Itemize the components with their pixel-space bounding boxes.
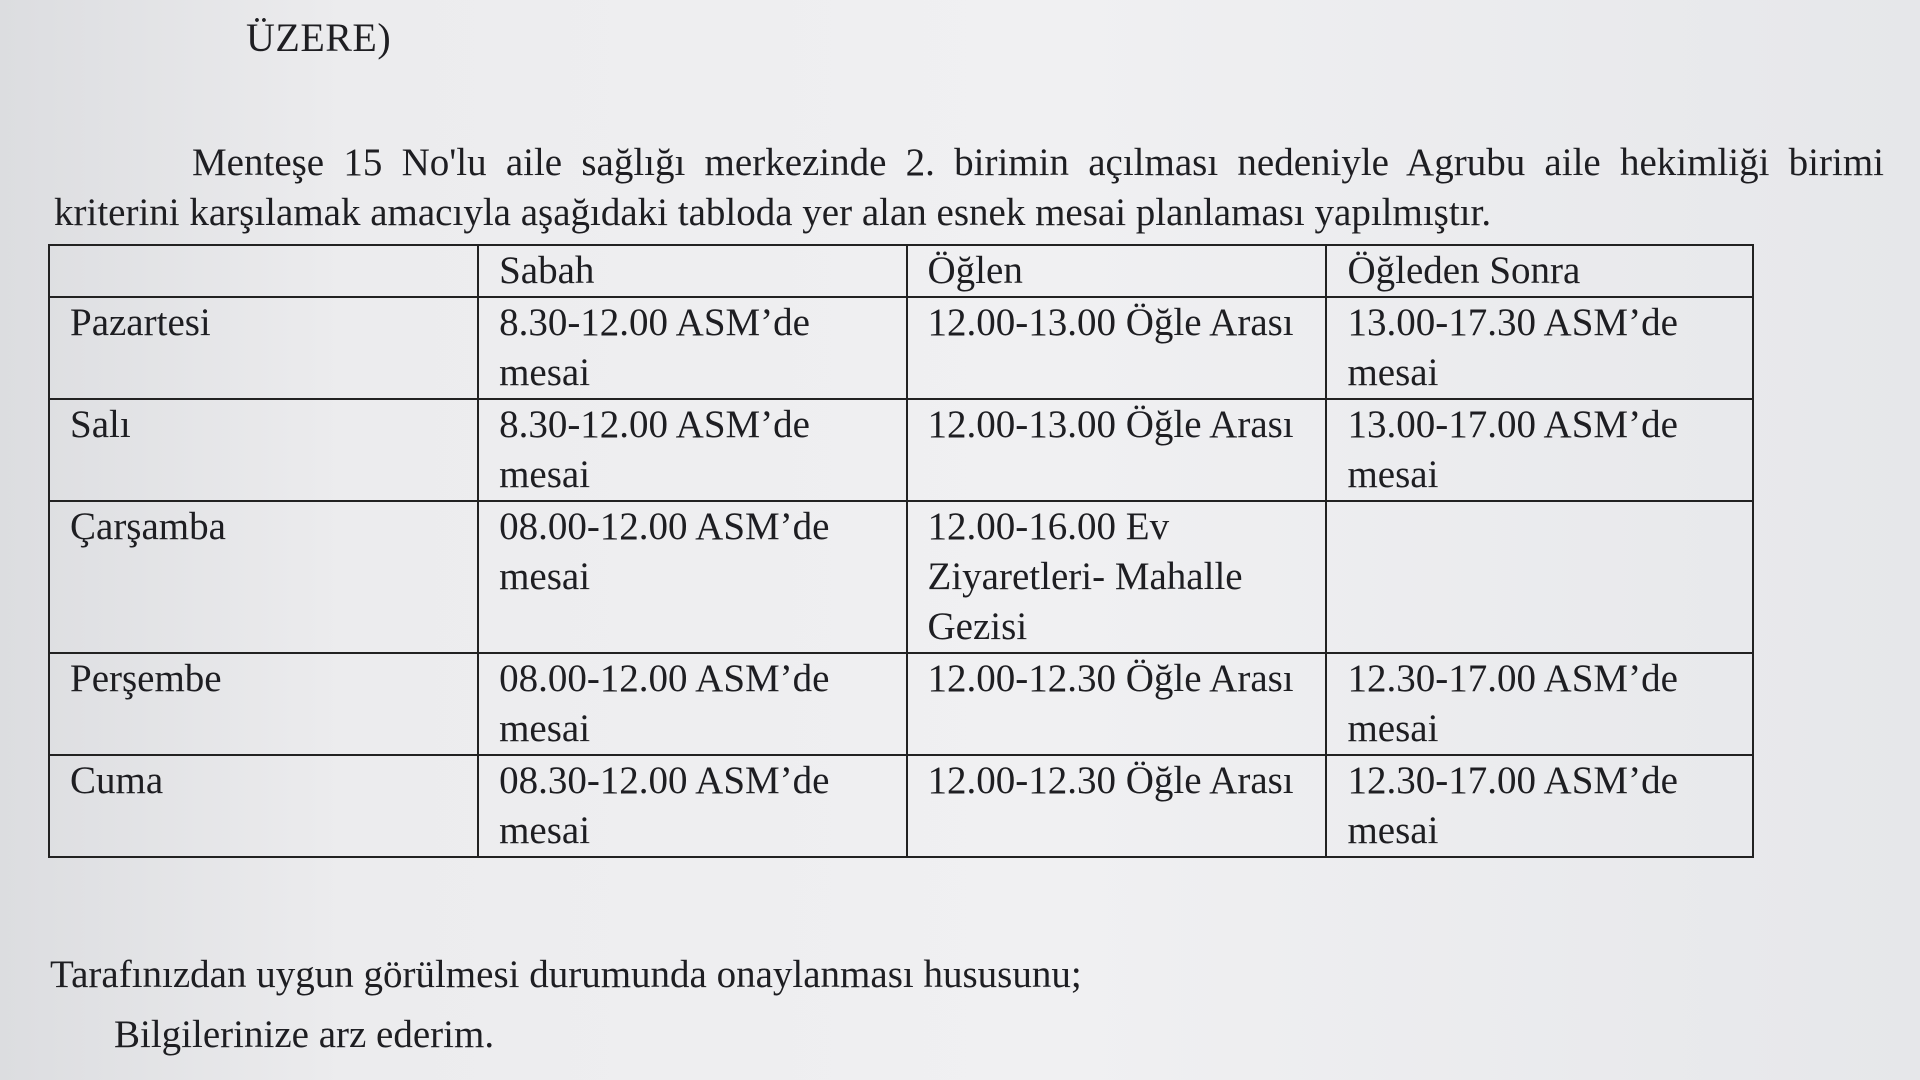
morning-cell: 8.30-12.00 ASM’de mesai	[478, 297, 906, 399]
heading-fragment: ÜZERE)	[246, 15, 392, 60]
closing-regards-line: Bilgilerinize arz ederim.	[114, 1013, 495, 1056]
header-cell-oglen: Öğlen	[907, 245, 1327, 297]
table-row	[49, 653, 1753, 755]
day-cell: Salı	[49, 399, 478, 501]
day-cell: Çarşamba	[49, 501, 478, 653]
table-header-row	[49, 245, 1753, 297]
header-cell-day	[49, 245, 478, 297]
table-row	[49, 399, 1753, 501]
day-cell: Pazartesi	[49, 297, 478, 399]
afternoon-cell	[1326, 501, 1753, 653]
morning-cell: 08.00-12.00 ASM’de mesai	[478, 501, 906, 653]
intro-paragraph: Menteşe 15 No'lu aile sağlığı merkezinde 2. birimin açılması nedeniyle Agrubu aile hekimliği birimi kriterini karşılamak amacıyla aşağıdaki tabloda yer alan esnek mesai planlaması yapılmıştır.	[54, 141, 1884, 234]
noon-cell: 12.00-12.30 Öğle Arası	[907, 755, 1327, 857]
noon-cell: 12.00-13.00 Öğle Arası	[907, 297, 1327, 399]
table-row	[49, 755, 1753, 857]
closing-request-line: Tarafınızdan uygun görülmesi durumunda onaylanması hususunu;	[50, 953, 1082, 996]
table-row	[49, 501, 1753, 653]
header-cell-ogleden-sonra: Öğleden Sonra	[1326, 245, 1753, 297]
day-cell: Cuma	[49, 755, 478, 857]
noon-cell: 12.00-13.00 Öğle Arası	[907, 399, 1327, 501]
header-cell-sabah: Sabah	[478, 245, 906, 297]
afternoon-cell: 12.30-17.00 ASM’de mesai	[1326, 653, 1753, 755]
afternoon-cell: 13.00-17.30 ASM’de mesai	[1326, 297, 1753, 399]
afternoon-cell: 12.30-17.00 ASM’de mesai	[1326, 755, 1753, 857]
morning-cell: 8.30-12.00 ASM’de mesai	[478, 399, 906, 501]
flexible-schedule-table	[48, 244, 1754, 858]
noon-cell: 12.00-16.00 Ev Ziyaretleri- Mahalle Gezisi	[907, 501, 1327, 653]
day-cell: Perşembe	[49, 653, 478, 755]
morning-cell: 08.30-12.00 ASM’de mesai	[478, 755, 906, 857]
table-row	[49, 297, 1753, 399]
afternoon-cell: 13.00-17.00 ASM’de mesai	[1326, 399, 1753, 501]
morning-cell: 08.00-12.00 ASM’de mesai	[478, 653, 906, 755]
noon-cell: 12.00-12.30 Öğle Arası	[907, 653, 1327, 755]
